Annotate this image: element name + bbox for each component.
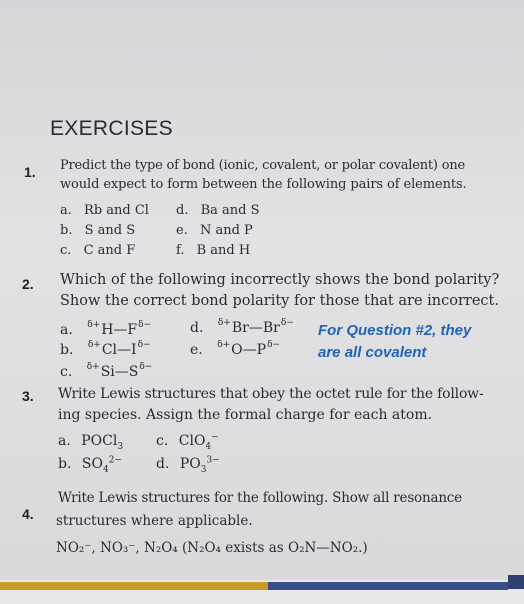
question-3-prompt-line-1: Write Lewis structures that obey the octet rule for the follow- [58,386,484,402]
question-2-option-e [190,342,280,358]
partial-positive-charge: δ+ [87,320,101,330]
formula-subscript: 3 [117,441,124,452]
option-label: c. [60,243,72,258]
formula-base: POCl [81,433,118,449]
question-1-option-f [176,243,250,258]
formula-base: SO [81,456,103,472]
question-3-option-b [58,455,122,475]
partial-positive-charge: δ+ [217,340,231,350]
page-title: EXERCISES [50,117,173,140]
footer-stripe-gold [0,582,268,590]
option-label: a. [60,322,73,338]
footer-stripe-blue [268,582,508,590]
partial-positive-charge: δ+ [86,362,100,372]
question-2-option-b [60,342,151,358]
question-1-option-b [60,223,135,238]
option-label: d. [190,320,204,336]
option-label: b. [60,223,73,238]
formula-charge: 3− [206,455,220,466]
option-label: e. [190,342,203,358]
question-3-prompt-line-2: ing species. Assign the formal charge for each atom. [58,407,433,423]
question-4-number: 4. [22,506,34,522]
question-1-option-d [176,203,260,218]
option-label: a. [58,433,71,449]
option-text: N and P [199,223,253,238]
partial-negative-charge: δ− [138,320,152,330]
question-3-option-a [58,433,124,452]
partial-negative-charge: δ− [139,362,153,372]
option-text: C and F [83,243,136,258]
question-1-prompt-line-2: would expect to form between the following pairs of elements. [60,177,467,192]
question-3-option-d [156,455,220,475]
formula-charge: 2− [108,455,122,466]
question-2-number: 2. [22,276,34,292]
bond-formula: Br—Br [231,320,280,336]
question-3-number: 3. [22,388,34,404]
question-2-option-a [60,322,151,338]
partial-negative-charge: δ− [280,318,294,328]
option-label: c. [156,433,169,449]
formula-charge: − [211,432,219,443]
question-4-prompt-line-2: structures where applicable. [56,513,253,529]
bond-formula: O—P [231,342,267,358]
question-3-option-c [156,432,219,452]
formula-subscript: 4 [102,464,109,475]
question-1-option-e [176,223,253,238]
question-1-prompt-line-1: Predict the type of bond (ionic, covalent, or polar covalent) one [60,158,466,173]
option-label: d. [176,203,189,218]
question-4-species: NO₂⁻, NO₃⁻, N₂O₄ (N₂O₄ exists as O₂N—NO₂.) [56,540,368,556]
question-4-prompt-line-1: Write Lewis structures for the following. Show all resonance [58,490,462,506]
partial-positive-charge: δ+ [87,340,101,350]
footer-stripe-end-block [508,575,524,589]
option-label: e. [176,223,188,238]
question-2-prompt-line-1: Which of the following incorrectly shows the bond polarity? [60,272,500,288]
formula-base: ClO [178,433,206,449]
option-text: B and H [196,243,251,258]
question-1-option-a [60,203,149,218]
formula-base: PO [179,456,201,472]
note-line-1: For Question #2, they [318,322,472,339]
question-1-number: 1. [24,164,36,180]
bond-formula: Cl—I [101,342,137,358]
partial-positive-charge: δ+ [217,318,231,328]
option-text: Rb and Cl [84,203,149,218]
option-label: a. [60,203,72,218]
bond-formula: Si—S [100,364,139,380]
question-2-option-c [60,364,152,380]
option-label: b. [58,456,72,472]
formula-subscript: 3 [200,464,207,475]
partial-negative-charge: δ− [137,340,151,350]
option-text: S and S [84,223,136,238]
question-2-prompt-line-2: Show the correct bond polarity for those that are incorrect. [60,293,499,309]
option-label: f. [176,243,185,258]
partial-negative-charge: δ− [267,340,281,350]
question-2-option-d [190,320,294,336]
option-label: b. [60,342,74,358]
option-label: c. [60,364,73,380]
formula-subscript: 4 [205,441,212,452]
handwritten-note [318,320,508,364]
question-1-option-c [60,243,135,258]
note-line-2: are all covalent [318,344,427,361]
bond-formula: H—F [101,322,138,338]
option-label: d. [156,456,170,472]
option-text: Ba and S [200,203,260,218]
